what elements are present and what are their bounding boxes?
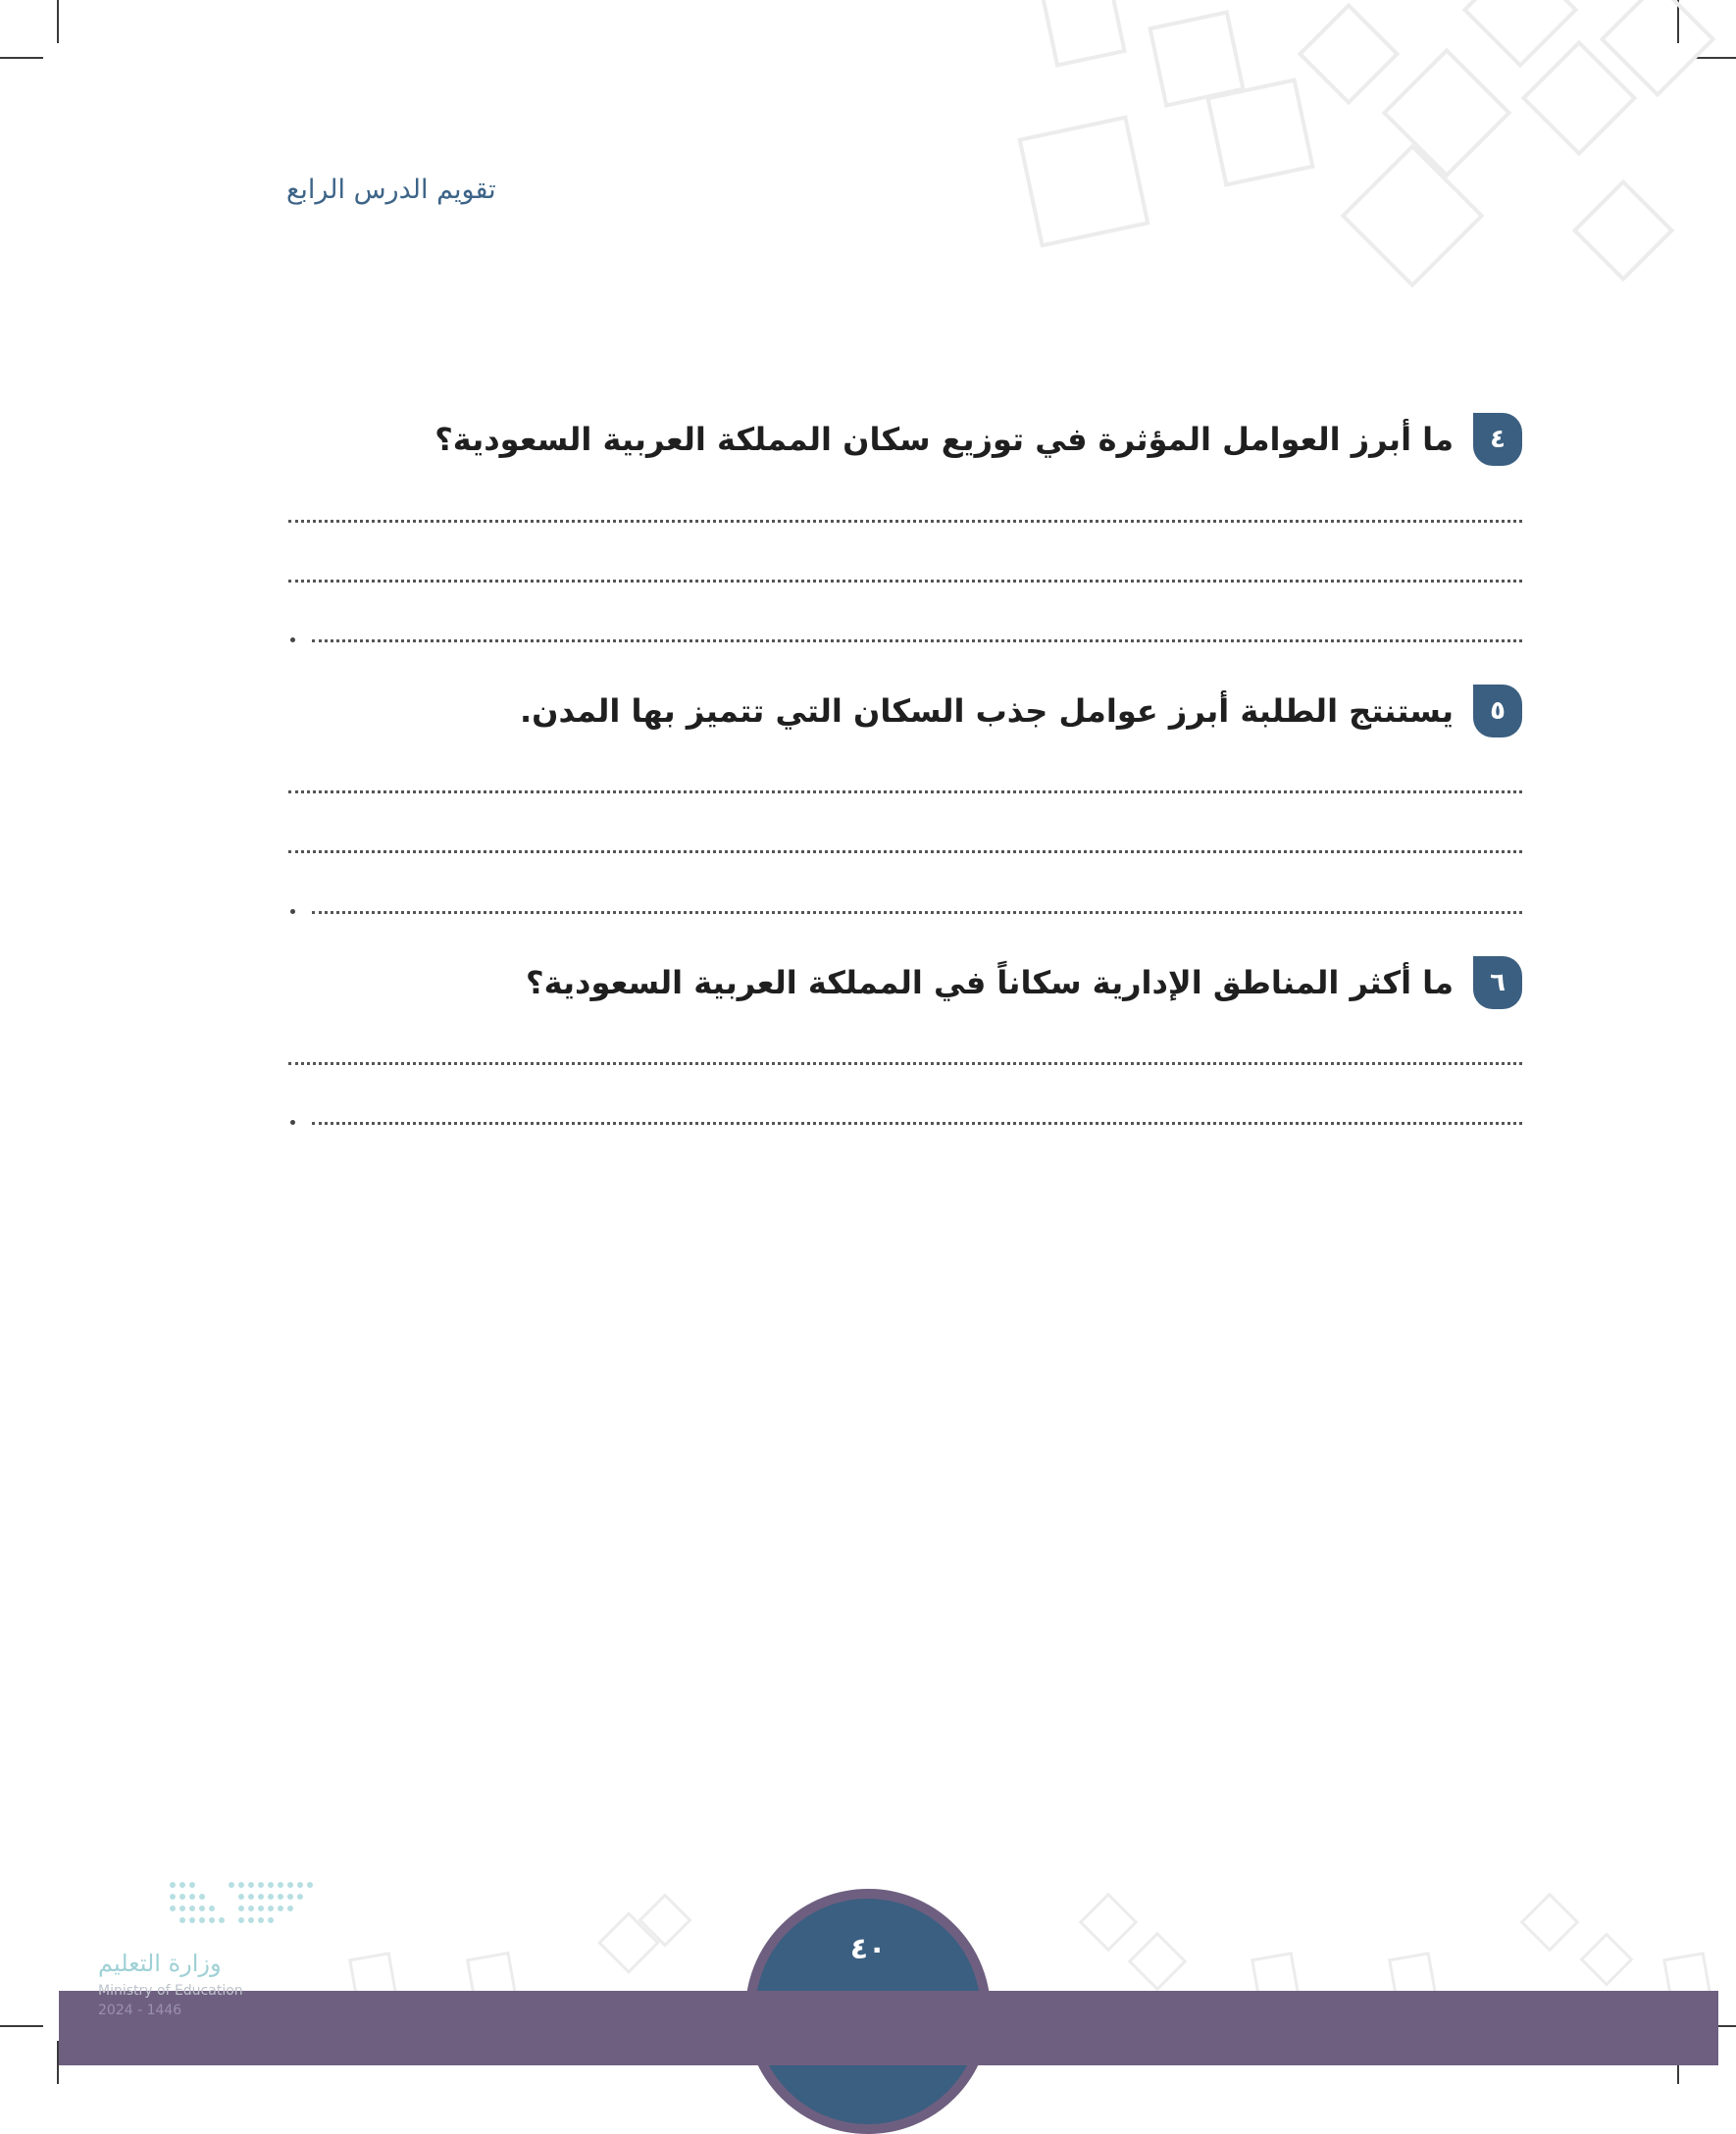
question-text: ما أبرز العوامل المؤثرة في توزيع سكان المملكة العربية السعودية؟ — [434, 421, 1454, 458]
question-6 — [284, 953, 1522, 1012]
decorative-pattern — [991, 0, 1736, 314]
answer-line[interactable] — [312, 639, 1522, 642]
question-number-badge: ٦ — [1473, 956, 1522, 1009]
question-text: ما أكثر المناطق الإدارية سكاناً في المملكة العربية السعودية؟ — [526, 964, 1454, 1001]
ministry-name-english: Ministry of Education — [98, 1983, 243, 1999]
answer-line[interactable] — [288, 790, 1522, 793]
line-end-dot — [290, 909, 295, 914]
question-text: يستنتج الطلبة أبرز عوامل جذب السكان التي تتميز بها المدن. — [519, 692, 1454, 730]
answer-line[interactable] — [312, 911, 1522, 914]
ministry-name-arabic: وزارة التعليم — [98, 1950, 222, 1977]
lesson-title: تقويم الدرس الرابع — [286, 175, 496, 205]
answer-line[interactable] — [312, 1122, 1522, 1125]
answer-line[interactable] — [288, 520, 1522, 523]
line-end-dot — [290, 1120, 295, 1125]
crop-mark — [57, 0, 59, 43]
question-4 — [284, 410, 1522, 469]
edition-year: 2024 - 1446 — [98, 2003, 182, 2018]
crop-mark — [0, 2025, 43, 2027]
question-number-badge: ٥ — [1473, 685, 1522, 737]
question-5 — [284, 682, 1522, 740]
answer-line[interactable] — [288, 580, 1522, 583]
line-end-dot — [290, 637, 295, 642]
page-number: ٤٠ — [849, 1932, 887, 1966]
question-number-badge: ٤ — [1473, 413, 1522, 466]
ministry-logo-icon — [94, 1875, 330, 2022]
answer-line[interactable] — [288, 850, 1522, 853]
answer-line[interactable] — [288, 1062, 1522, 1065]
crop-mark — [0, 57, 43, 59]
